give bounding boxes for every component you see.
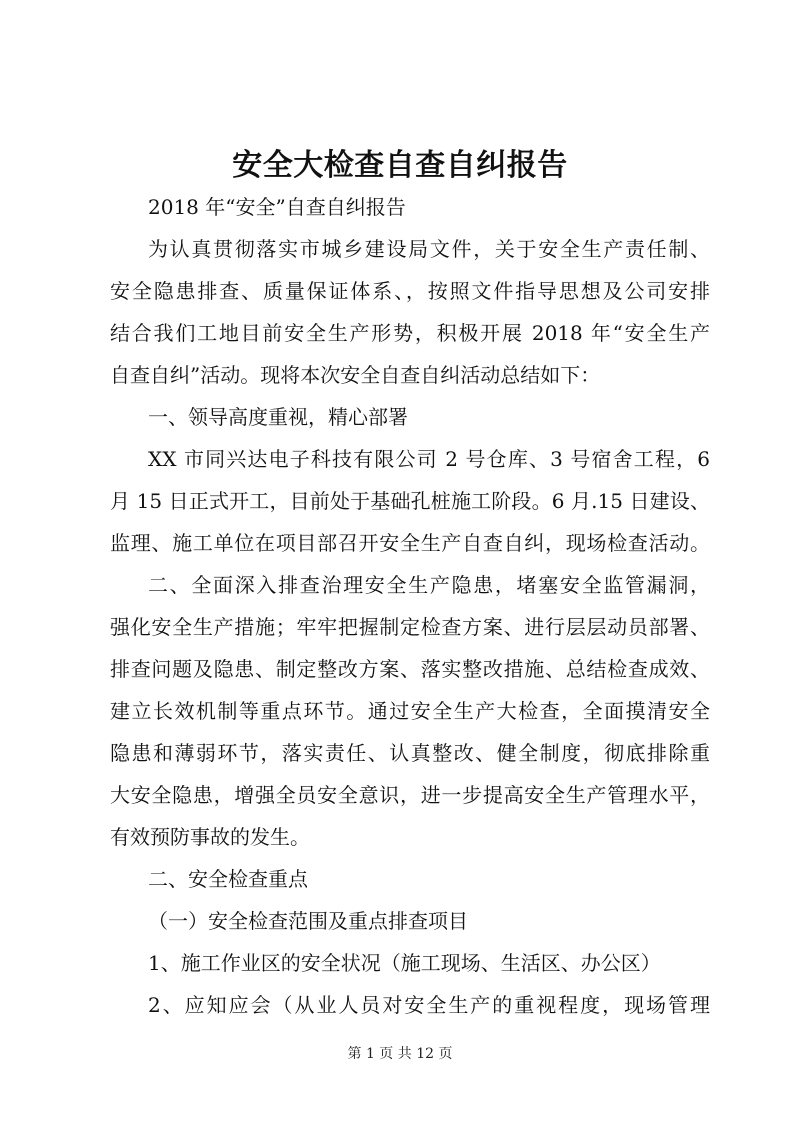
- body-line: 有效预防事故的发生。: [110, 825, 310, 849]
- document-title: 安全大检查自查自纠报告: [232, 148, 568, 183]
- subtitle-line: 2018 年“安全”自查自纠报告: [148, 195, 406, 219]
- section-heading: 一、领导高度重视，精心部署: [148, 405, 408, 429]
- body-line: 月 15 日正式开工，目前处于基础孔桩施工阶段。6 月.15 日建设、: [110, 489, 710, 513]
- body-line: 隐患和薄弱环节，落实责任、认真整改、健全制度，彻底排除重: [110, 741, 710, 765]
- body-line: 为认真贯彻落实市城乡建设局文件，关于安全生产责任制、: [148, 237, 710, 261]
- body-line: 大安全隐患，增强全员安全意识，进一步提高安全生产管理水平，: [110, 783, 710, 807]
- body-line: 安全隐患排查、质量保证体系、，按照文件指导思想及公司安排: [110, 279, 710, 303]
- page-footer: 第 1 页 共 12 页: [347, 1046, 453, 1062]
- body-line: 监理、施工单位在项目部召开安全生产自查自纠，现场检查活动。: [110, 531, 710, 555]
- body-line: 二、全面深入排查治理安全生产隐患，堵塞安全监管漏洞，: [148, 573, 710, 597]
- list-item: 2、应知应会（从业人员对安全生产的重视程度，现场管理: [148, 993, 710, 1017]
- body-line: 自查自纠”活动。现将本次安全自查自纠活动总结如下：: [110, 363, 601, 387]
- body-line: 结合我们工地目前安全生产形势，积极开展 2018 年“安全生产: [110, 321, 710, 345]
- list-item: 1、施工作业区的安全状况（施工现场、生活区、办公区）: [148, 951, 661, 975]
- section-heading: 二、安全检查重点: [148, 867, 308, 891]
- body-line: 建立长效机制等重点环节。通过安全生产大检查，全面摸清安全: [110, 699, 710, 723]
- subsection-heading: （一）安全检查范围及重点排查项目: [148, 909, 468, 933]
- body-line: 排查问题及隐患、制定整改方案、落实整改措施、总结检查成效、: [110, 657, 710, 681]
- body-line: XX 市同兴达电子科技有限公司 2 号仓库、3 号宿舍工程，6: [148, 447, 710, 471]
- body-line: 强化安全生产措施；牢牢把握制定检查方案、进行层层动员部署、: [110, 615, 710, 639]
